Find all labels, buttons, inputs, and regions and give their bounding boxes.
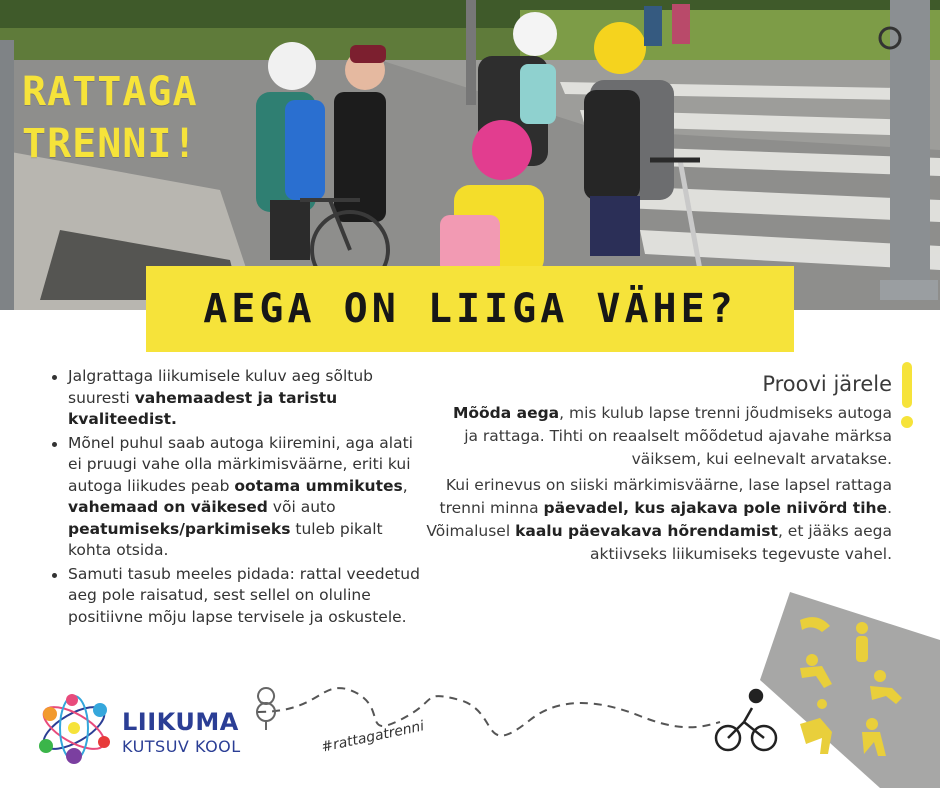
tip-paragraph-2 [422,474,892,566]
cyclist-icon [716,690,776,750]
hero-title-line2: TRENNI! [22,121,198,167]
emphasis-text: vahemaadest ja taristu kvaliteedist. [68,388,338,428]
body-text: tuleb pikalt kohta otsida. [68,519,383,559]
liikuma-logo-icon [28,688,120,768]
emphasis-text: peatumiseks/parkimiseks [68,519,291,538]
exclamation-icon [900,362,914,430]
emphasis-text: Mõõda aega [452,404,560,422]
map-pin-icon [257,688,275,730]
tips-heading: Proovi järele [762,372,892,396]
body-text: Jalgrattaga liikumisele kuluv aeg sõltub suuresti [68,367,373,407]
hashtag-text: #rattagatrenni [320,718,426,756]
body-text: Mõnel puhul saab autoga kiiremini, aga alati ei pruugi vahe olla märkimisväärne, eriti kui autoga liikudes peab [68,433,413,495]
logo-text-kutsuv-kool: KUTSUV KOOL [122,737,241,756]
list-item [50,366,430,431]
emphasis-text: kaalu päevakava hõrendamist [515,522,778,540]
emphasis-text: ootama ummikutes [234,476,403,495]
emphasis-text: päevadel, kus ajakava pole niivõrd tihe [543,499,888,517]
body-text: või auto [267,498,336,516]
body-text: , mis kulub lapse trenni jõudmiseks autoga ja rattaga. Tihti on reaalselt mõõdetud ajavahe märksa väiksem, kui eelnevalt arvatakse. [464,404,892,468]
headline-banner [146,266,794,352]
body-text: . Võimalusel [426,499,892,540]
tip-paragraph-1 [452,402,892,471]
route-decoration [0,590,940,788]
body-text: Kui erinevus on siiski märkimisväärne, lase lapsel rattaga trenni minna [439,476,892,517]
list-item [50,433,430,562]
headline-text: AEGA ON LIIGA VÄHE? [203,286,737,332]
body-text: , et jääks aega aktiivseks liikumiseks tegevuste vahel. [589,522,892,563]
hero-photo [0,0,940,310]
sports-panel [760,592,940,788]
logo-text-liikuma: LIIKUMA [122,708,239,736]
body-text: , [402,476,408,495]
hero-title [22,66,198,170]
body-text: Samuti tasub meeles pidada: rattal veedetud aeg pole raisatud, sest sellel on oluline positiivne mõju lapse tervisele ja oskustele. [68,564,420,626]
emphasis-text: vahemaad on väikesed [68,498,268,516]
hero-title-line1: RATTAGA [22,69,198,115]
